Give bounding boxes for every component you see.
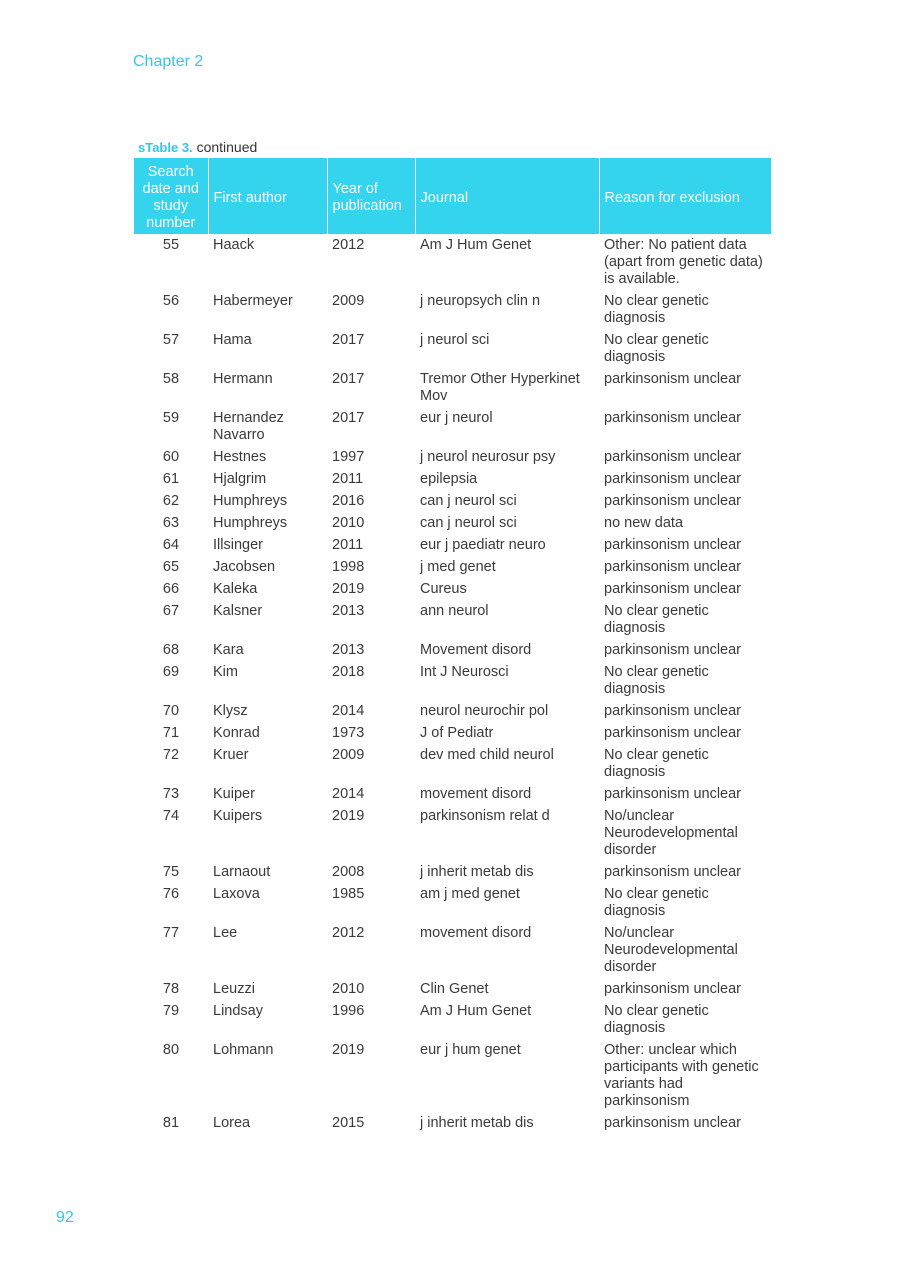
cell-author: Kara	[213, 642, 244, 658]
cell-number: 66	[162, 581, 180, 597]
cell-year: 2016	[332, 493, 365, 509]
cell-reason: Other: No patient data (apart from genetic data) is available.	[604, 237, 763, 287]
header-year: Year of publication	[327, 158, 415, 234]
cell-author: Hernandez Navarro	[213, 410, 284, 443]
cell-year: 2019	[332, 581, 365, 597]
cell-reason: parkinsonism unclear	[604, 786, 742, 802]
cell-number: 63	[162, 515, 180, 531]
cell-year: 2014	[332, 786, 365, 802]
cell-journal: j inherit metab dis	[420, 1115, 534, 1131]
cell-number: 58	[162, 371, 180, 387]
cell-journal: j med genet	[420, 559, 496, 575]
cell-number: 68	[162, 642, 180, 658]
cell-author: Lorea	[213, 1115, 251, 1131]
cell-journal: j neurol neurosur psy	[420, 449, 556, 465]
cell-year: 2017	[332, 371, 365, 387]
cell-number: 75	[162, 864, 180, 880]
cell-journal: movement disord	[420, 925, 532, 941]
cell-reason: No clear genetic diagnosis	[604, 886, 709, 919]
cell-author: Illsinger	[213, 537, 263, 553]
cell-reason: No clear genetic diagnosis	[604, 603, 709, 636]
cell-year: 2014	[332, 703, 365, 719]
cell-year: 2015	[332, 1115, 365, 1131]
cell-year: 2008	[332, 864, 365, 880]
table-caption-text: continued	[192, 139, 258, 155]
table-row	[134, 805, 771, 861]
cell-year: 2018	[332, 664, 365, 680]
table-row	[134, 722, 771, 744]
table-row	[134, 234, 771, 290]
table-row	[134, 661, 771, 700]
table-row	[134, 512, 771, 534]
cell-author: Lindsay	[213, 1003, 263, 1019]
table-row	[134, 783, 771, 805]
cell-year: 2017	[332, 410, 365, 426]
cell-reason: parkinsonism unclear	[604, 410, 742, 426]
header-journal: Journal	[415, 158, 599, 234]
cell-reason: parkinsonism unclear	[604, 703, 742, 719]
cell-journal: epilepsia	[420, 471, 478, 487]
cell-year: 1998	[332, 559, 365, 575]
cell-journal: Clin Genet	[420, 981, 489, 997]
table-row	[134, 883, 771, 922]
cell-journal: j neuropsych clin n	[420, 293, 541, 309]
cell-number: 81	[162, 1115, 180, 1131]
cell-journal: J of Pediatr	[420, 725, 494, 741]
cell-number: 76	[162, 886, 180, 902]
table-row	[134, 700, 771, 722]
cell-author: Hjalgrim	[213, 471, 267, 487]
cell-journal: Int J Neurosci	[420, 664, 509, 680]
cell-journal: j neurol sci	[420, 332, 490, 348]
cell-reason: parkinsonism unclear	[604, 559, 742, 575]
cell-journal: Tremor Other Hyperkinet Mov	[420, 371, 580, 404]
cell-journal: eur j paediatr neuro	[420, 537, 546, 553]
table-row	[134, 407, 771, 446]
cell-reason: parkinsonism unclear	[604, 371, 742, 387]
cell-reason: No clear genetic diagnosis	[604, 1003, 709, 1036]
cell-journal: ann neurol	[420, 603, 489, 619]
table-row	[134, 861, 771, 883]
cell-number: 79	[162, 1003, 180, 1019]
cell-reason: parkinsonism unclear	[604, 642, 742, 658]
cell-author: Kruer	[213, 747, 249, 763]
cell-journal: eur j neurol	[420, 410, 493, 426]
cell-author: Hestnes	[213, 449, 267, 465]
cell-number: 74	[162, 808, 180, 824]
cell-number: 64	[162, 537, 180, 553]
cell-number: 67	[162, 603, 180, 619]
table-caption	[138, 139, 257, 155]
chapter-heading: Chapter 2	[133, 53, 204, 70]
header-reason: Reason for exclusion	[599, 158, 771, 234]
cell-author: Konrad	[213, 725, 260, 741]
cell-year: 2009	[332, 747, 365, 763]
cell-reason: parkinsonism unclear	[604, 581, 742, 597]
cell-year: 1973	[332, 725, 365, 741]
cell-number: 65	[162, 559, 180, 575]
cell-reason: no new data	[604, 515, 684, 531]
cell-year: 2019	[332, 808, 365, 824]
cell-year: 2011	[332, 537, 364, 553]
cell-author: Hermann	[213, 371, 273, 387]
cell-reason: parkinsonism unclear	[604, 471, 742, 487]
cell-author: Kim	[213, 664, 238, 680]
table-row	[134, 468, 771, 490]
table-row	[134, 978, 771, 1000]
cell-number: 78	[162, 981, 180, 997]
cell-author: Humphreys	[213, 493, 288, 509]
cell-journal: can j neurol sci	[420, 493, 517, 509]
cell-number: 61	[162, 471, 180, 487]
table-row	[134, 446, 771, 468]
cell-journal: Movement disord	[420, 642, 532, 658]
table-row	[134, 534, 771, 556]
cell-journal: dev med child neurol	[420, 747, 554, 763]
cell-year: 2010	[332, 981, 365, 997]
cell-number: 59	[162, 410, 180, 426]
cell-author: Kaleka	[213, 581, 258, 597]
cell-year: 1985	[332, 886, 365, 902]
cell-reason: parkinsonism unclear	[604, 1115, 742, 1131]
cell-number: 55	[162, 237, 180, 253]
cell-journal: j inherit metab dis	[420, 864, 534, 880]
cell-journal: movement disord	[420, 786, 532, 802]
cell-year: 2011	[332, 471, 364, 487]
exclusion-table	[134, 158, 771, 1134]
cell-year: 2012	[332, 237, 365, 253]
cell-number: 71	[162, 725, 180, 741]
cell-year: 2013	[332, 642, 365, 658]
cell-journal: can j neurol sci	[420, 515, 517, 531]
cell-number: 60	[162, 449, 180, 465]
table-row	[134, 744, 771, 783]
cell-year: 2012	[332, 925, 365, 941]
cell-number: 57	[162, 332, 180, 348]
cell-number: 77	[162, 925, 180, 941]
cell-reason: parkinsonism unclear	[604, 981, 742, 997]
cell-number: 70	[162, 703, 180, 719]
cell-author: Kalsner	[213, 603, 263, 619]
cell-number: 69	[162, 664, 180, 680]
table-body	[134, 234, 771, 1134]
page-number: 92	[56, 1209, 74, 1226]
cell-journal: parkinsonism relat d	[420, 808, 550, 824]
table-row	[134, 368, 771, 407]
cell-author: Habermeyer	[213, 293, 293, 309]
cell-reason: parkinsonism unclear	[604, 725, 742, 741]
cell-reason: No clear genetic diagnosis	[604, 747, 709, 780]
cell-author: Klysz	[213, 703, 248, 719]
cell-reason: parkinsonism unclear	[604, 537, 742, 553]
cell-author: Kuiper	[213, 786, 255, 802]
cell-reason: No clear genetic diagnosis	[604, 293, 709, 326]
header-first-author: First author	[208, 158, 327, 234]
cell-number: 72	[162, 747, 180, 763]
cell-year: 2013	[332, 603, 365, 619]
cell-number: 80	[162, 1042, 180, 1058]
table-row	[134, 578, 771, 600]
cell-year: 2009	[332, 293, 365, 309]
cell-reason: No/unclear Neurodevelopmental disorder	[604, 808, 738, 858]
table-row	[134, 290, 771, 329]
table-row	[134, 922, 771, 978]
cell-author: Larnaout	[213, 864, 271, 880]
cell-reason: No clear genetic diagnosis	[604, 332, 709, 365]
table-row	[134, 1000, 771, 1039]
cell-author: Jacobsen	[213, 559, 276, 575]
cell-reason: Other: unclear which participants with genetic variants had parkinsonism	[604, 1042, 759, 1109]
cell-year: 2010	[332, 515, 365, 531]
table-caption-label: sTable 3.	[138, 140, 193, 155]
cell-author: Haack	[213, 237, 255, 253]
table-row	[134, 639, 771, 661]
cell-year: 2019	[332, 1042, 365, 1058]
table-row	[134, 490, 771, 512]
table-row	[134, 600, 771, 639]
cell-author: Humphreys	[213, 515, 288, 531]
cell-journal: am j med genet	[420, 886, 520, 902]
cell-journal: Cureus	[420, 581, 467, 597]
cell-year: 2017	[332, 332, 365, 348]
cell-author: Kuipers	[213, 808, 263, 824]
cell-reason: parkinsonism unclear	[604, 493, 742, 509]
cell-author: Lee	[213, 925, 238, 941]
cell-year: 1996	[332, 1003, 365, 1019]
table-row	[134, 556, 771, 578]
table-row	[134, 329, 771, 368]
cell-reason: No clear genetic diagnosis	[604, 664, 709, 697]
cell-reason: parkinsonism unclear	[604, 449, 742, 465]
table-row	[134, 1112, 771, 1134]
cell-reason: parkinsonism unclear	[604, 864, 742, 880]
cell-number: 73	[162, 786, 180, 802]
cell-number: 62	[162, 493, 180, 509]
table-row	[134, 1039, 771, 1112]
cell-journal: Am J Hum Genet	[420, 237, 532, 253]
cell-author: Laxova	[213, 886, 260, 902]
cell-number: 56	[162, 293, 180, 309]
header-search-number: Search date and study number	[134, 158, 208, 234]
cell-author: Lohmann	[213, 1042, 274, 1058]
cell-author: Leuzzi	[213, 981, 255, 997]
table-header-row	[134, 158, 771, 234]
cell-journal: neurol neurochir pol	[420, 703, 549, 719]
cell-journal: eur j hum genet	[420, 1042, 521, 1058]
cell-reason: No/unclear Neurodevelopmental disorder	[604, 925, 738, 975]
cell-author: Hama	[213, 332, 252, 348]
cell-journal: Am J Hum Genet	[420, 1003, 532, 1019]
cell-year: 1997	[332, 449, 365, 465]
